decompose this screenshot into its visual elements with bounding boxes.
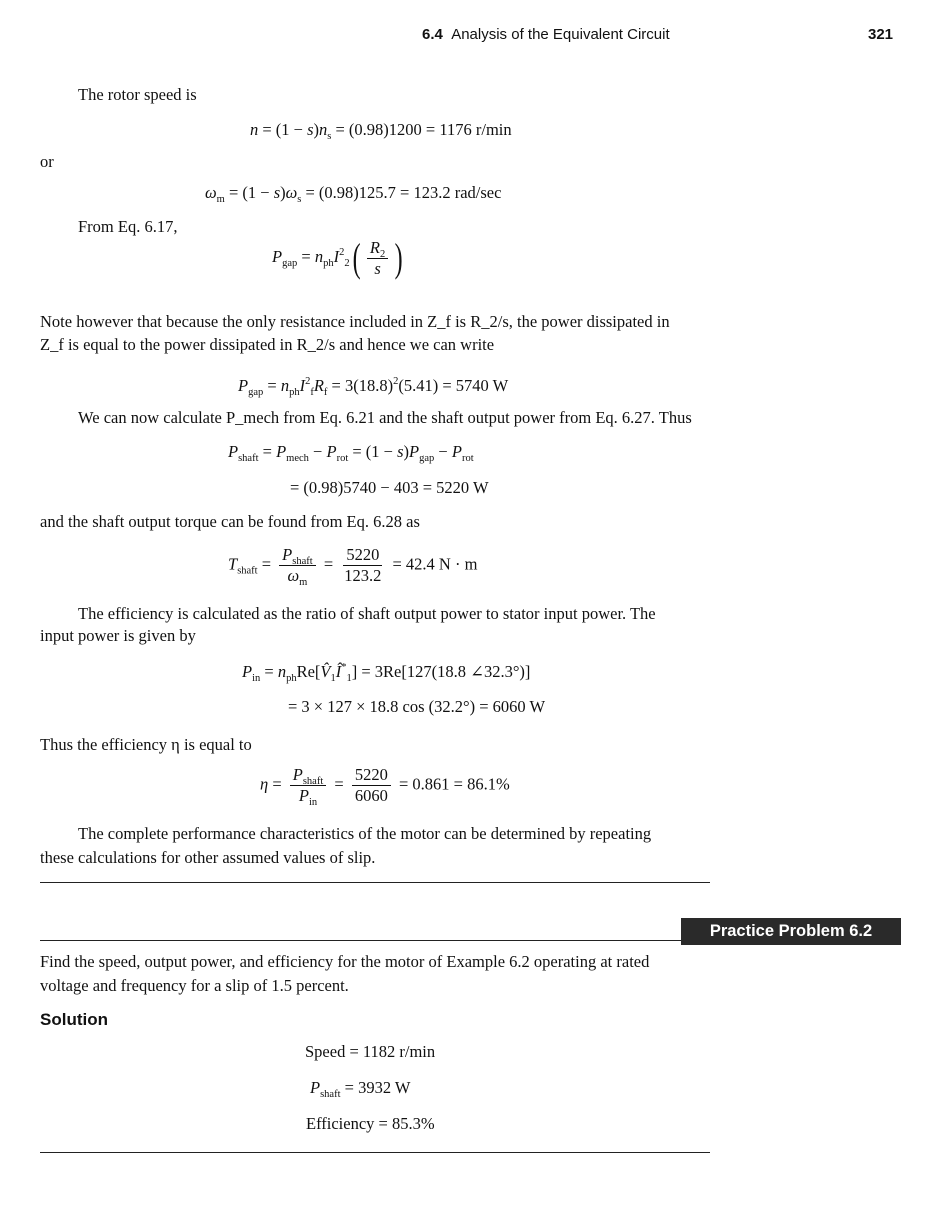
math-text: Speed = 1182 r/min xyxy=(305,1042,436,1061)
equation-air-gap-power xyxy=(272,235,406,280)
math-text: = 3(18.8) xyxy=(327,376,394,395)
math-variable: P xyxy=(276,442,287,461)
equation-rotor-speed xyxy=(250,120,512,140)
math-text: = xyxy=(319,554,338,574)
math-text: = xyxy=(258,442,277,461)
math-variable: P xyxy=(292,765,303,784)
numerator xyxy=(367,239,388,259)
superscript: 2 xyxy=(339,246,345,258)
math-variable: P xyxy=(326,442,337,461)
paragraph-text: or xyxy=(40,152,54,171)
math-variable: s xyxy=(307,120,314,139)
equation-shaft-power-value xyxy=(290,478,489,498)
paragraph-text: The complete performance characteristics of the motor can be determined by repeating xyxy=(78,824,652,843)
math-variable: n xyxy=(280,376,290,395)
paragraph-text: From Eq. 6.17, xyxy=(78,217,178,236)
superscript: 2 xyxy=(305,376,311,387)
paragraph-text: The rotor speed is xyxy=(78,85,197,104)
math-text: ) xyxy=(280,183,286,202)
math-variable: P xyxy=(298,786,309,805)
math-text: ) xyxy=(313,120,320,139)
math-text: Efficiency = 85.3% xyxy=(306,1114,435,1133)
section-title: Analysis of the Equivalent Circuit xyxy=(451,26,670,43)
math-variable: P xyxy=(310,1078,321,1097)
subscript: shaft xyxy=(292,556,313,567)
math-text: = 0.861 = 86.1% xyxy=(394,774,510,794)
divider xyxy=(40,1152,710,1153)
math-text: = 3932 W xyxy=(340,1078,411,1097)
math-text: ] = 3Re[127(18.8 ∠32.3°)] xyxy=(351,662,531,681)
subscript: shaft xyxy=(238,453,259,464)
math-text: = xyxy=(268,774,286,794)
equation-shaft-power xyxy=(228,442,474,462)
equation-air-gap-power-value xyxy=(238,376,508,396)
math-text: = (1 − xyxy=(258,120,308,139)
subscript: in xyxy=(308,797,318,808)
subscript: 2 xyxy=(344,257,350,269)
math-variable: R xyxy=(369,237,380,257)
superscript: 2 xyxy=(393,376,399,387)
subscript: 1 xyxy=(330,673,336,684)
math-variable: T xyxy=(228,554,238,574)
math-variable: n xyxy=(277,662,287,681)
subscript: f xyxy=(310,387,314,398)
numerator xyxy=(290,766,327,786)
equation-shaft-torque xyxy=(228,545,478,588)
math-text: = xyxy=(297,246,315,266)
subscript: rot xyxy=(336,453,349,464)
math-variable: P xyxy=(238,376,249,395)
paragraph-text: We can now calculate P_mech from Eq. 6.21 and the shaft output power from Eq. 6.27. Thus xyxy=(78,408,692,427)
subscript: rot xyxy=(461,453,474,464)
math-text: = (1 − xyxy=(348,442,398,461)
paragraph-text: input power is given by xyxy=(40,626,196,645)
page-number: 321 xyxy=(868,26,894,43)
math-text: − xyxy=(434,442,452,461)
equation-angular-speed xyxy=(205,183,501,203)
fraction xyxy=(367,239,388,278)
paragraph-text: Z_f is equal to the power dissipated in R_2/s and hence we can write xyxy=(40,335,495,354)
denominator xyxy=(371,259,383,278)
math-variable: Î xyxy=(335,662,342,681)
math-variable: s xyxy=(374,258,381,278)
math-text: = (0.98)5740 − 403 = 5220 W xyxy=(290,478,489,497)
math-variable: R xyxy=(313,376,324,395)
practice-text: Find the speed, output power, and efficiency for the motor of Example 6.2 operating at rated xyxy=(40,952,650,971)
math-text: 5220 xyxy=(354,765,388,784)
math-text: (5.41) = 5740 W xyxy=(398,376,509,395)
running-header xyxy=(422,26,670,43)
practice-problem-label: Practice Problem 6.2 xyxy=(681,918,901,945)
fraction xyxy=(352,766,391,805)
math-variable: ω xyxy=(287,566,300,585)
math-variable: ω xyxy=(205,183,217,202)
subscript: shaft xyxy=(237,565,258,577)
solution-shaft-power xyxy=(310,1078,410,1098)
subscript: gap xyxy=(248,387,264,398)
math-variable: ω xyxy=(285,183,298,202)
parenthesis: ) xyxy=(394,235,403,280)
math-variable: P xyxy=(242,662,253,681)
numerator xyxy=(279,546,316,566)
paragraph-text: Note however that because the only resistance included in Z_f is R_2/s, the power dissipated in xyxy=(40,312,670,331)
math-text: = xyxy=(330,774,348,794)
fraction xyxy=(290,765,327,808)
subscript: ph xyxy=(323,257,334,269)
numerator xyxy=(343,546,382,566)
math-variable: n xyxy=(319,120,328,139)
paragraph-text: The efficiency is calculated as the ratio of shaft output power to stator input power. The xyxy=(78,604,656,623)
section-number: 6.4 xyxy=(422,26,443,43)
equation-input-power-value xyxy=(288,697,545,717)
subscript: 1 xyxy=(346,673,352,684)
superscript: * xyxy=(341,662,347,673)
solution-heading: Solution xyxy=(40,1010,108,1029)
denominator xyxy=(285,566,311,588)
math-text: = (1 − xyxy=(224,183,274,202)
subscript: in xyxy=(252,673,261,684)
math-text: = (0.98)125.7 = 123.2 rad/sec xyxy=(301,183,502,202)
fraction xyxy=(279,545,316,588)
numerator xyxy=(352,766,391,786)
math-variable: I xyxy=(333,246,340,266)
divider xyxy=(40,882,710,883)
math-variable: V̂ xyxy=(320,662,331,681)
math-text: 6060 xyxy=(354,786,388,805)
solution-efficiency xyxy=(306,1114,435,1134)
math-variable: s xyxy=(397,442,404,461)
subscript: shaft xyxy=(320,1089,341,1100)
subscript: ph xyxy=(286,673,297,684)
denominator xyxy=(341,566,384,585)
math-text: ) xyxy=(403,442,410,461)
subscript: f xyxy=(323,387,328,398)
math-variable: P xyxy=(451,442,462,461)
subscript: ph xyxy=(289,387,300,398)
math-text: = xyxy=(260,662,278,681)
math-variable: n xyxy=(250,120,259,139)
subscript: mech xyxy=(286,453,309,464)
paragraph-text: and the shaft output torque can be found from Eq. 6.28 as xyxy=(40,512,420,531)
math-variable: s xyxy=(273,183,281,202)
math-text: Re[ xyxy=(296,662,321,681)
math-text: = xyxy=(263,376,281,395)
equation-input-power xyxy=(242,662,530,682)
math-text: = xyxy=(257,554,276,574)
math-variable: P xyxy=(409,442,420,461)
solution-speed xyxy=(305,1042,435,1062)
math-text: − xyxy=(308,442,327,461)
subscript: s xyxy=(327,131,332,142)
subscript: 2 xyxy=(380,248,386,260)
math-text: = (0.98)1200 = 1176 r/min xyxy=(331,120,512,139)
math-text: = 3 × 127 × 18.8 cos (32.2°) = 6060 W xyxy=(288,697,546,716)
practice-text: voltage and frequency for a slip of 1.5 percent. xyxy=(40,976,349,995)
math-variable: P xyxy=(228,442,239,461)
fraction xyxy=(341,546,384,585)
subscript: s xyxy=(297,194,302,205)
equation-efficiency xyxy=(260,765,510,808)
math-text: 123.2 xyxy=(344,566,382,585)
subscript: shaft xyxy=(302,776,324,787)
math-variable: η xyxy=(260,774,269,794)
divider xyxy=(40,940,681,941)
subscript: gap xyxy=(282,257,298,269)
subscript: gap xyxy=(419,453,435,464)
parenthesis: ( xyxy=(352,235,361,280)
math-variable: P xyxy=(272,246,283,266)
math-variable: I xyxy=(299,376,306,395)
math-text: = 42.4 N · m xyxy=(388,554,478,574)
denominator xyxy=(296,786,320,808)
subscript: m xyxy=(216,194,225,205)
math-variable: n xyxy=(314,246,324,266)
math-text: 5220 xyxy=(346,545,380,564)
denominator xyxy=(352,786,391,805)
paragraph-text: these calculations for other assumed values of slip. xyxy=(40,848,376,867)
math-variable: P xyxy=(282,545,293,564)
paragraph-text: Thus the efficiency η is equal to xyxy=(40,735,252,754)
subscript: m xyxy=(299,577,308,588)
